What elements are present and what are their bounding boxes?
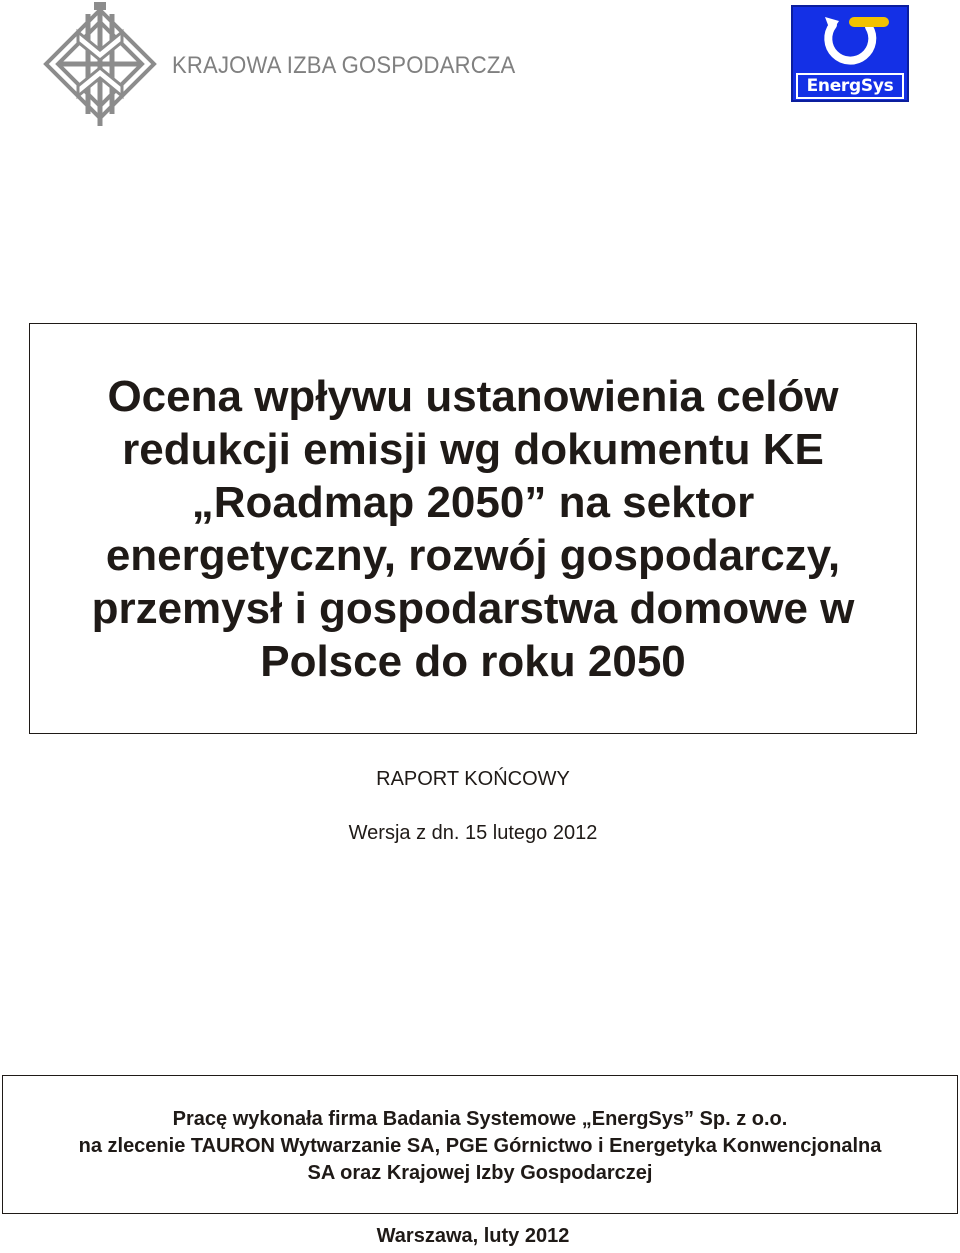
report-title	[30, 370, 916, 688]
kig-name: KRAJOWA IZBA GOSPODARCZA	[172, 52, 516, 79]
version-date: Wersja z dn. 15 lutego 2012	[348, 822, 598, 844]
kig-emblem-icon	[38, 2, 162, 126]
energsys-logo	[791, 5, 909, 102]
credits-line-2: na zlecenie TAURON Wytwarzanie SA, PGE Górnictwo i Energetyka Konwencjonalna	[78, 1135, 882, 1157]
energsys-name: EnergSys	[796, 73, 904, 99]
credits-line-3: SA oraz Krajowej Izby Gospodarczej	[307, 1162, 653, 1184]
credits-line-1: Pracę wykonała firma Badania Systemowe „EnergSys” Sp. z o.o.	[172, 1108, 788, 1130]
title-box	[29, 323, 917, 734]
title-line-3: „Roadmap 2050” na sektor	[191, 478, 755, 527]
title-line-5: przemysł i gospodarstwa domowe w	[91, 584, 855, 633]
title-line-2: redukcji emisji wg dokumentu KE	[122, 425, 824, 474]
energsys-cycle-icon	[793, 11, 907, 75]
credits-box	[2, 1075, 958, 1214]
title-line-1: Ocena wpływu ustanowienia celów	[107, 372, 839, 421]
title-line-6: Polsce do roku 2050	[260, 637, 686, 686]
title-line-4: energetyczny, rozwój gospodarczy,	[105, 531, 841, 580]
place-date: Warszawa, luty 2012	[376, 1225, 570, 1247]
report-type: RAPORT KOŃCOWY	[376, 768, 570, 790]
credits	[3, 1106, 957, 1187]
